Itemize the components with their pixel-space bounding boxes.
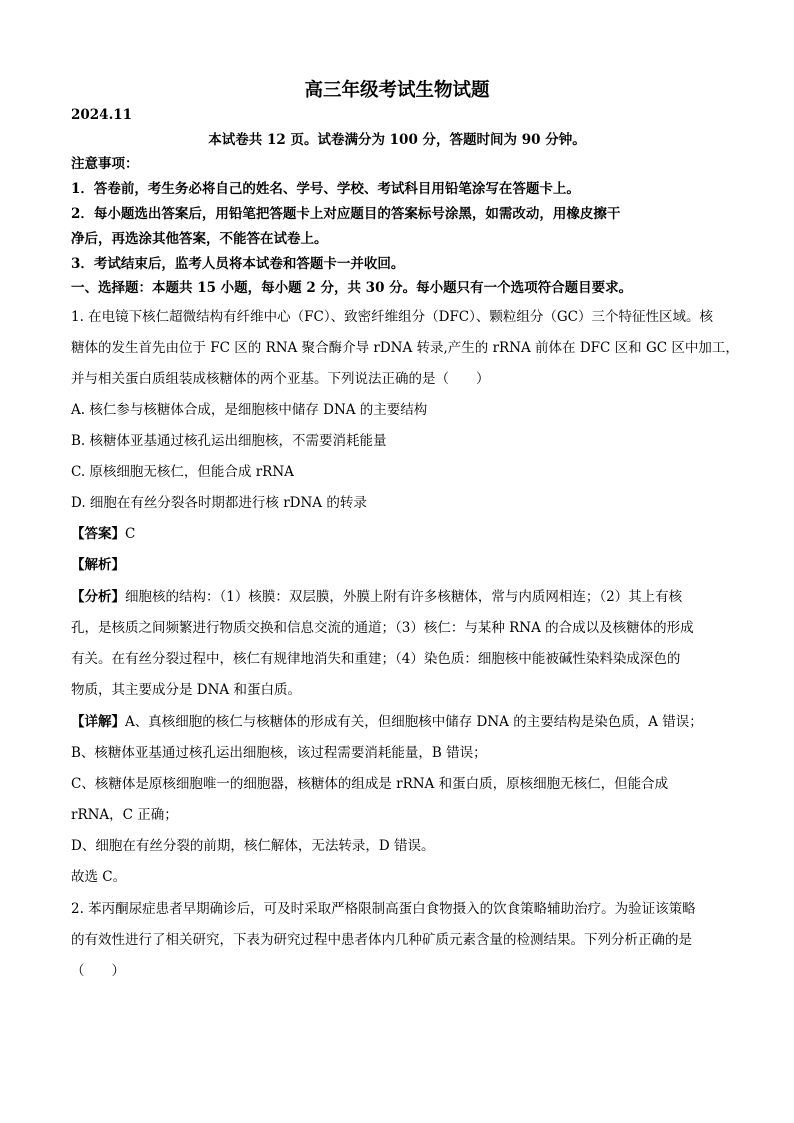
xiangjie-text: A、真核细胞的核仁与核糖体的形成有关，但细胞核中储存 DNA 的主要结构是染色质，A 错误； xyxy=(125,714,703,730)
q1-stem-line: 并与相关蛋白质组装成核糖体的两个亚基。下列说法正确的是（ ） xyxy=(71,371,490,387)
fenxi-line xyxy=(71,588,682,606)
xiangjie-line: rRNA，C 正确； xyxy=(71,807,178,823)
q1-option-b: B. 核糖体亚基通过核孔运出细胞核，不需要消耗能量 xyxy=(71,433,387,449)
fenxi-line: 孔，是核质之间频繁进行物质交换和信息交流的通道；（3）核仁：与某种 RNA 的合成以及核糖体的形成 xyxy=(71,620,694,636)
q1-conclusion: 故选 C。 xyxy=(71,869,127,885)
fenxi-tag: 【分析】 xyxy=(71,589,125,605)
answer-value: C xyxy=(125,526,136,542)
q2-stem-line: （ ） xyxy=(71,963,125,979)
q1-option-c: C. 原核细胞无核仁，但能合成 rRNA xyxy=(71,464,294,480)
fenxi-line: 有关。在有丝分裂过程中，核仁有规律地消失和重建；（4）染色质：细胞核中能被碱性染料染成深色的 xyxy=(71,651,681,667)
q1-option-a: A. 核仁参与核糖体合成，是细胞核中储存 DNA 的主要结构 xyxy=(71,402,428,418)
fenxi-text: 细胞核的结构：（1）核膜：双层膜，外膜上附有许多核糖体，常与内质网相连；（2）其上有核 xyxy=(125,589,683,605)
exam-date: 2024.11 xyxy=(71,107,133,123)
xiangjie-line xyxy=(71,713,703,731)
exam-info: 本试卷共 12 页。试卷满分为 100 分，答题时间为 90 分钟。 xyxy=(208,132,586,148)
fenxi-line: 物质，其主要成分是 DNA 和蛋白质。 xyxy=(71,682,301,698)
q1-stem-line: 糖体的发生首先由位于 FC 区的 RNA 聚合酶介导 rDNA 转录,产生的 rRNA 前体在 DFC 区和 GC 区中加工， xyxy=(71,340,739,356)
notice-item: 净后，再选涂其他答案，不能答在试卷上。 xyxy=(71,231,328,247)
q1-answer xyxy=(71,525,135,543)
xiangjie-line: C、核糖体是原核细胞唯一的细胞器，核糖体的组成是 rRNA 和蛋白质，原核细胞无核仁，但能合成 xyxy=(71,776,669,792)
page-title: 高三年级考试生物试题 xyxy=(304,80,490,101)
notice-item: 3．考试结束后，监考人员将本试卷和答题卡一并收回。 xyxy=(71,256,405,272)
q1-option-d: D. 细胞在有丝分裂各时期都进行核 rDNA 的转录 xyxy=(71,495,367,511)
q1-stem-line: 1. 在电镜下核仁超微结构有纤维中心（FC）、致密纤维组分（DFC）、颗粒组分（GC）三个特征性区域。核 xyxy=(71,309,714,325)
notice-item: 1．答卷前，考生务必将自己的姓名、学号、学校、考试科目用铅笔涂写在答题卡上。 xyxy=(71,181,580,197)
q2-stem-line: 2. 苯丙酮尿症患者早期确诊后，可及时采取严格限制高蛋白食物摄入的饮食策略辅助治疗。为验证该策略 xyxy=(71,901,696,917)
notice-heading: 注意事项： xyxy=(71,156,139,172)
xiangjie-line: B、核糖体亚基通过核孔运出细胞核，该过程需要消耗能量，B 错误； xyxy=(71,745,487,761)
notice-item: 2．每小题选出答案后，用铅笔把答题卡上对应题目的答案标号涂黑，如需改动，用橡皮擦干 xyxy=(71,206,621,222)
xiangjie-line: D、细胞在有丝分裂的前期，核仁解体，无法转录，D 错误。 xyxy=(71,838,435,854)
xiangjie-tag: 【详解】 xyxy=(71,714,125,730)
answer-tag: 【答案】 xyxy=(71,526,125,542)
q2-stem-line: 的有效性进行了相关研究，下表为研究过程中患者体内几种矿质元素含量的检测结果。下列分析正确的是 xyxy=(71,932,692,948)
section-heading: 一、选择题：本题共 15 小题，每小题 2 分，共 30 分。每小题只有一个选项符合题目要求。 xyxy=(71,280,633,296)
analysis-tag: 【解析】 xyxy=(71,557,125,573)
